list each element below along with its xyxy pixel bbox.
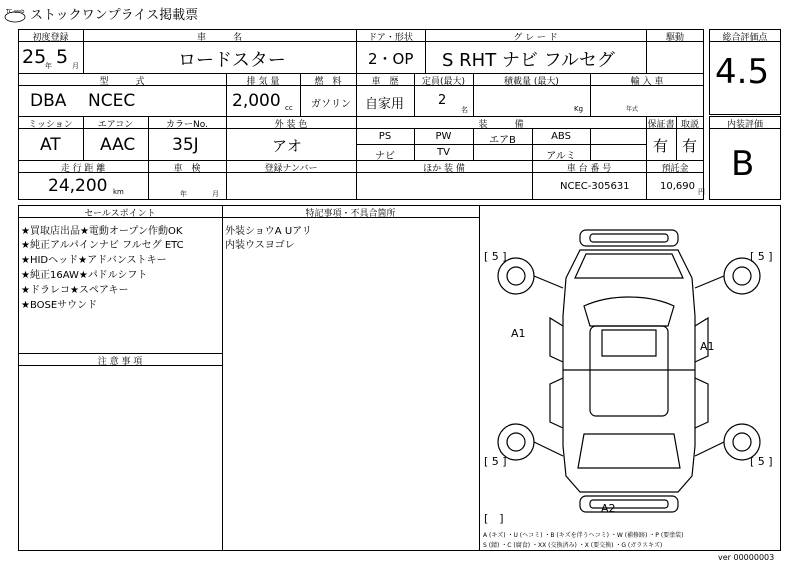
label-manual: 取説 — [680, 120, 699, 130]
equip-airbag: エアB — [489, 135, 516, 146]
equip-navi: ナビ — [375, 151, 395, 162]
label-aircon: エアコン — [97, 120, 134, 130]
equip-ps: PS — [378, 131, 392, 142]
logo-text: TC-web — [6, 9, 25, 15]
sales-point-4: ★純正16AW★パドルシフト — [21, 270, 148, 281]
label-mileage: 走 行 距 離 — [60, 164, 106, 174]
tire-label-front-left: [ 5 ] — [484, 250, 507, 263]
windshield — [584, 297, 674, 326]
label-displacement: 排 気 量 — [246, 77, 280, 87]
load-unit: Kg — [574, 105, 584, 113]
label-other-equipment: ほか 装 備 — [423, 164, 465, 174]
warranty: 有 — [653, 137, 669, 155]
damage-mark-rear: A2 — [601, 502, 616, 515]
body-outline — [563, 250, 695, 492]
tire-label-rear-left: [ 5 ] — [484, 455, 507, 468]
chassis-number: NCEC-305631 — [560, 181, 630, 192]
remark-1: 外装ショウA Uアリ — [225, 226, 312, 237]
label-warranty: 保証書 — [647, 120, 675, 130]
damage-mark-right: A1 — [700, 340, 715, 353]
first-reg-year: 25 — [22, 46, 47, 68]
label-chassis: 車 台 番 号 — [566, 164, 612, 174]
label-plate: 登録ナンバー — [264, 164, 318, 174]
label-equipment: 装 備 — [478, 120, 524, 130]
sales-points-title: セールスポイント — [84, 209, 156, 219]
damage-mark-left: A1 — [511, 327, 526, 340]
mileage: 24,200 — [48, 176, 108, 196]
version-label: ver 00000003 — [718, 553, 775, 562]
label-inspection: 車 検 — [173, 164, 201, 174]
fuel: ガソリン — [311, 99, 351, 110]
caution-title: 注 意 事 項 — [97, 357, 143, 367]
vehicle-use: 自家用 — [365, 97, 405, 112]
label-exterior: 外 装 色 — [274, 120, 308, 130]
model: NCEC — [88, 91, 136, 111]
label-mission: ミッション — [28, 120, 73, 130]
manual: 有 — [682, 137, 698, 155]
label-grade: グ レ ー ド — [513, 33, 558, 43]
tire-label-rear-right: [ 5 ] — [750, 455, 773, 468]
label-capacity: 定員(最大) — [421, 77, 466, 87]
inspection-month-unit: 月 — [212, 190, 219, 198]
label-drive: 駆動 — [665, 33, 684, 43]
car-name: ロードスター — [178, 50, 286, 71]
equip-alloy: アルミ — [546, 151, 576, 162]
car-damage-diagram — [480, 206, 780, 550]
tire-front-right — [724, 258, 760, 294]
label-model: 型 式 — [99, 77, 145, 87]
capacity-unit: 名 — [461, 106, 468, 114]
logo — [4, 8, 26, 20]
sales-point-3: ★HIDヘッド★アドバンストキー — [21, 255, 167, 266]
label-fuel: 燃 料 — [314, 77, 342, 87]
exterior-color: アオ — [272, 137, 302, 155]
capacity: 2 — [438, 93, 447, 108]
rear-bumper — [580, 496, 678, 512]
page-title: ストックワンプライス掲載票 — [30, 8, 199, 23]
label-car-name: 車 名 — [196, 33, 242, 43]
deposit: 10,690 — [660, 181, 695, 192]
front-bumper — [580, 230, 678, 246]
tire-label-front-right: [ 5 ] — [750, 250, 773, 263]
color-no: 35J — [172, 135, 199, 155]
label-first-reg: 初度登録 — [32, 33, 69, 43]
sales-point-2: ★純正アルパインナビ フルセグ ETC — [21, 240, 184, 251]
aircon: AAC — [100, 135, 136, 155]
label-vehicle-use: 車 歴 — [371, 77, 399, 87]
mission: AT — [40, 135, 61, 155]
label-total-score: 総合評価点 — [722, 33, 768, 43]
label-load: 積載量 (最大) — [504, 77, 559, 87]
door-type: 2・OP — [368, 50, 414, 68]
total-score: 4.5 — [715, 52, 770, 92]
label-door-type: ドア・形状 — [368, 33, 413, 43]
label-import: 輸 入 車 — [630, 77, 664, 87]
km-unit: km — [113, 188, 124, 196]
damage-mark-blank: [ ] — [484, 512, 504, 525]
label-interior-score: 内装評価 — [726, 120, 763, 130]
legend-line-2: S (錆) ・C (腐食) ・XX (交換済み) ・X (要交換) ・G (ガラスキズ) — [483, 542, 663, 549]
legend-line-1: A (キズ) ・U (ヘコミ) ・B (キズを伴うヘコミ) ・W (補修跡) ・P (要塗装) — [483, 532, 684, 539]
label-color-no: カラーNo. — [166, 120, 208, 130]
grade: S RHT ナビ フルセグ — [442, 50, 615, 71]
year-unit: 年 — [45, 62, 52, 70]
sales-point-5: ★ドラレコ★スペアキー — [21, 285, 129, 296]
remark-2: 内装ウスヨゴレ — [225, 240, 295, 251]
first-reg-month: 5 — [56, 46, 69, 68]
yen-unit: 円 — [698, 188, 705, 196]
interior-score: B — [731, 144, 755, 184]
model-prefix: DBA — [30, 91, 67, 111]
month-unit: 月 — [72, 62, 79, 70]
equip-tv: TV — [437, 147, 450, 158]
cc-unit: cc — [285, 104, 293, 112]
label-deposit: 預託金 — [661, 164, 689, 174]
remarks-title: 特記事項・不具合箇所 — [305, 209, 396, 219]
equip-pw: PW — [435, 131, 452, 142]
displacement: 2,000 — [232, 91, 281, 111]
equip-abs: ABS — [551, 131, 571, 142]
sales-point-6: ★BOSEサウンド — [21, 300, 98, 311]
import-note: 年式 — [626, 106, 639, 113]
sales-point-1: ★買取店出品★電動オープン作動OK — [21, 226, 183, 237]
tire-front-left — [498, 258, 534, 294]
inspection-year-unit: 年 — [180, 190, 187, 198]
